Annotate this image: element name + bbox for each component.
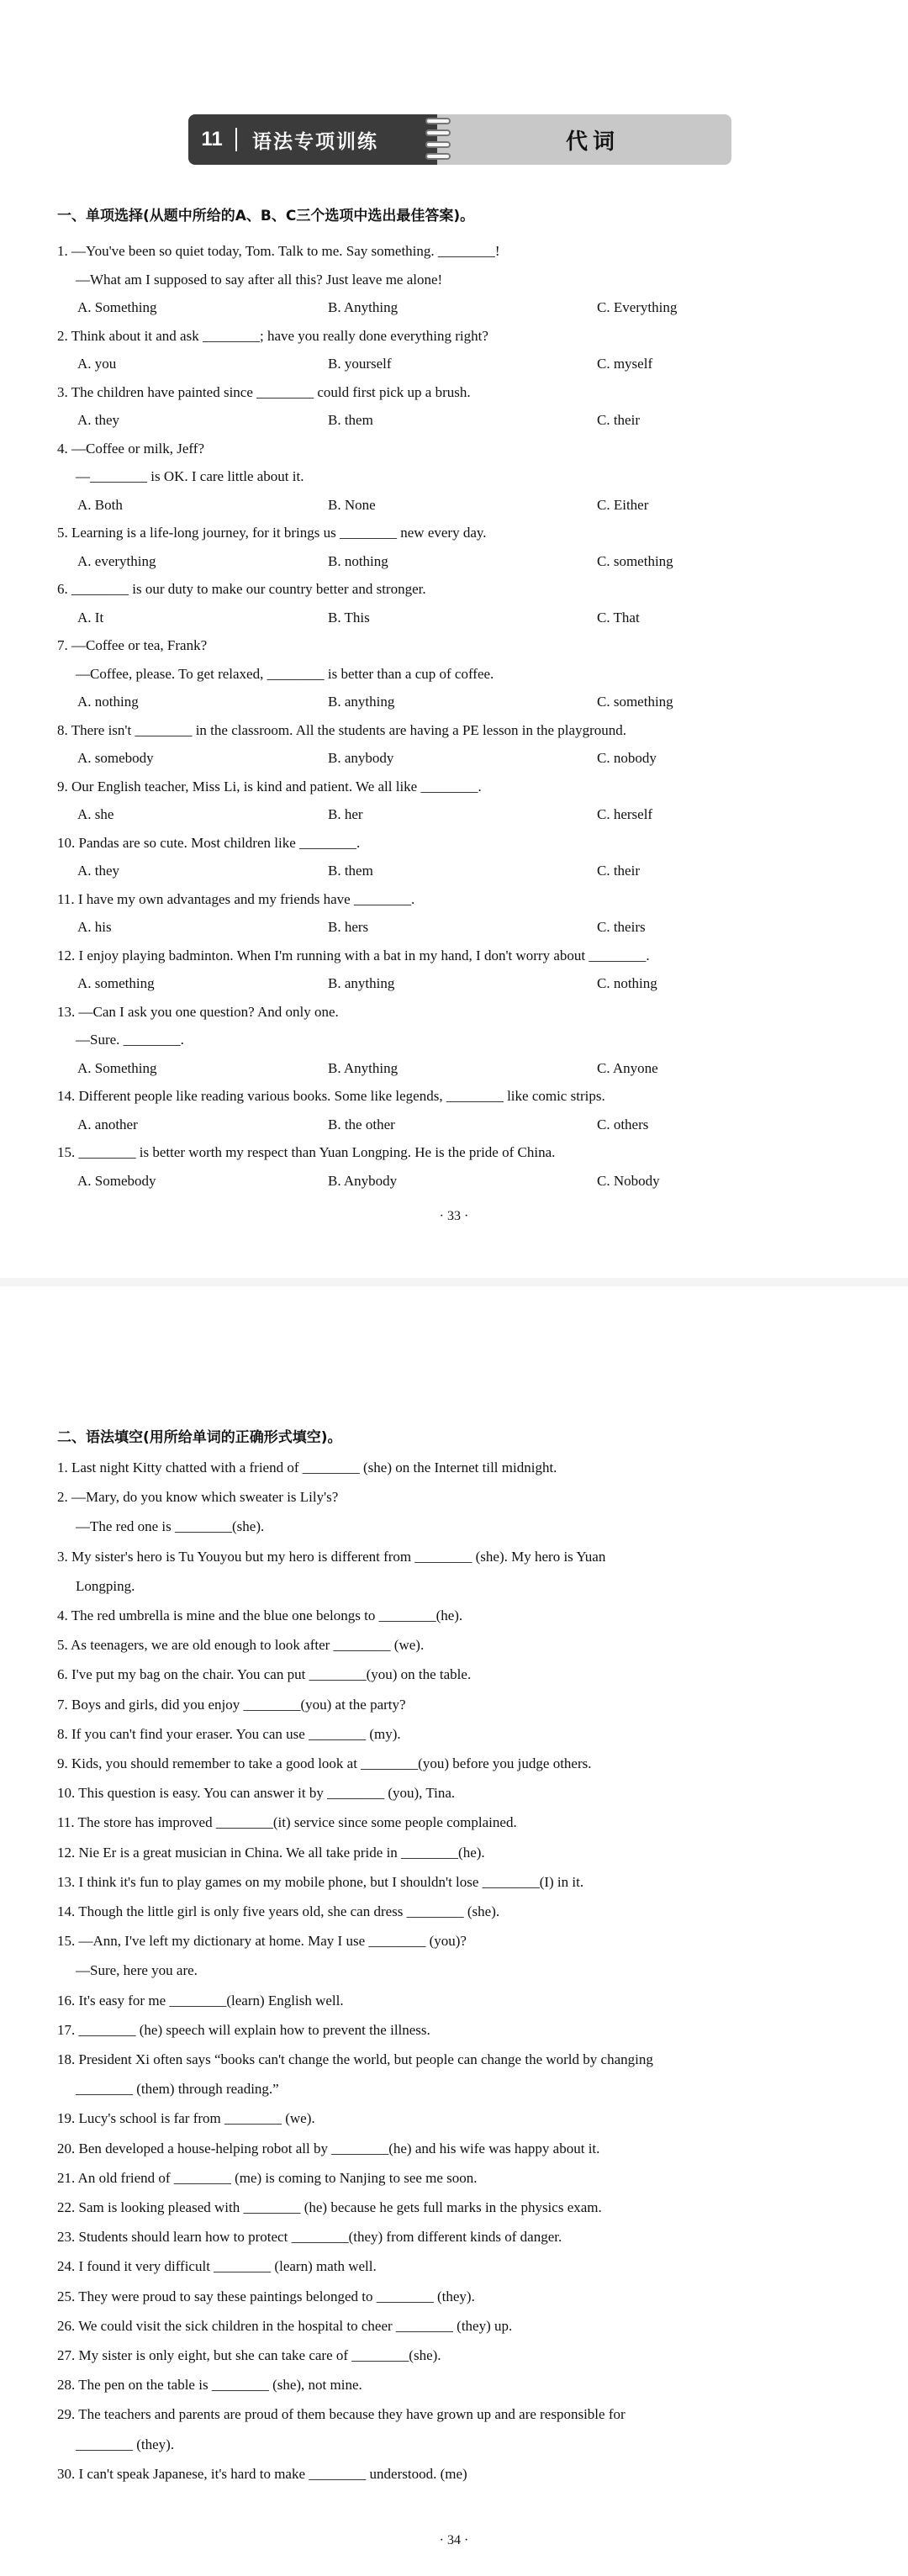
option-c: C. nothing [597,975,657,991]
question-text: 10. Pandas are so cute. Most children like ________. [57,834,361,851]
fill-question-text: 12. Nie Er is a great musician in China. We all take pride in ________(he). [57,1844,485,1861]
question-text: 4. —Coffee or milk, Jeff? [57,440,204,457]
question-text: 1. —You've been so quiet today, Tom. Talk to me. Say something. ________! [57,243,500,259]
option-c: C. something [597,552,673,569]
unit-title: 语法专项训练 [252,130,378,153]
fill-question-text: 4. The red umbrella is mine and the blue one belongs to ________(he). [57,1607,463,1623]
fill-question-text: —Sure, here you are. [76,1962,198,1979]
fill-question-text: 22. Sam is looking pleased with ________ (he) because he gets full marks in the physics exam. [57,2199,602,2215]
option-c: C. others [597,1116,649,1132]
option-c: C. nobody [597,750,657,766]
fill-question-text: 19. Lucy's school is far from ________ (we). [57,2110,315,2127]
option-b: B. Anything [328,299,399,315]
question-text: 5. Learning is a life-long journey, for it brings us ________ new every day. [57,525,487,541]
page-number: · 34 · [439,2533,469,2547]
question-text: 3. The children have painted since ________ could first pick up a brush. [57,383,471,400]
question-text: 11. I have my own advantages and my friends have ________. [57,890,415,907]
option-c: C. their [597,863,640,879]
fill-question-text: 7. Boys and girls, did you enjoy ________(you) at the party? [57,1696,406,1713]
option-b: B. None [328,496,376,513]
fill-question-text: 29. The teachers and parents are proud of them because they have grown up and are responsible for [57,2406,626,2423]
option-a: A. nothing [77,694,139,710]
option-c: C. Anyone [597,1059,658,1076]
section1-title: 一、单项选择(从题中所给的A、B、C三个选项中选出最佳答案)。 [57,208,475,224]
option-a: A. Both [77,496,123,513]
fill-question-text: 10. This question is easy. You can answer it by ________ (you), Tina. [57,1785,456,1802]
question-text: —What am I supposed to say after all this? Just leave me alone! [76,271,443,288]
question-text: —Sure. ________. [76,1032,184,1048]
option-a: A. It [77,609,104,626]
option-a: A. everything [77,552,156,569]
question-text: 15. ________ is better worth my respect than Yuan Longping. He is the pride of China. [57,1144,556,1160]
option-b: B. Anybody [328,1172,398,1189]
question-text: —Coffee, please. To get relaxed, ________ is better than a cup of coffee. [76,665,494,682]
question-text: 13. —Can I ask you one question? And only one. [57,1003,339,1020]
question-text: 9. Our English teacher, Miss Li, is kind and patient. We all like ________. [57,778,482,794]
question-text: —________ is OK. I care little about it. [76,468,304,484]
fill-question-text: 26. We could visit the sick children in the hospital to cheer ________ (they) up. [57,2317,513,2334]
page-gap [0,1278,908,1286]
option-c: C. theirs [597,919,646,935]
fill-question-text: 9. Kids, you should remember to take a good look at ________(you) before you judge others. [57,1755,592,1771]
option-a: A. Somebody [77,1172,156,1189]
fill-question-text: 18. President Xi often says “books can't change the world, but people can change the world by changing [57,2051,653,2067]
section2-title: 二、语法填空(用所给单词的正确形式填空)。 [57,1429,342,1446]
question-text: 2. Think about it and ask ________; have you really done everything right? [57,327,488,344]
option-a: A. you [77,356,117,372]
option-a: A. she [77,806,114,822]
option-c: C. their [597,412,640,428]
option-a: A. somebody [77,750,154,766]
option-b: B. them [328,863,373,879]
option-b: B. them [328,412,373,428]
option-b: B. nothing [328,552,388,569]
fill-question-text: 3. My sister's hero is Tu Youyou but my hero is different from ________ (she). My hero is Yuan [57,1548,606,1565]
option-c: C. Either [597,496,649,513]
fill-question-text: 11. The store has improved ________(it) service since some people complained. [57,1814,517,1831]
fill-question-text: 17. ________ (he) speech will explain how to prevent the illness. [57,2021,430,2038]
option-a: A. his [77,919,112,935]
unit-number: 11 [188,128,237,151]
question-text: 8. There isn't ________ in the classroom. All the students are having a PE lesson in the playground. [57,721,626,738]
fill-question-text: 21. An old friend of ________ (me) is coming to Nanjing to see me soon. [57,2169,478,2186]
topic-title: 代词 [565,129,620,155]
option-a: A. Something [77,1059,157,1076]
question-text: 7. —Coffee or tea, Frank? [57,637,208,653]
option-b: B. anything [328,694,395,710]
fill-question-text: 30. I can't speak Japanese, it's hard to make ________ understood. (me) [57,2465,467,2482]
unit-banner [188,114,731,165]
option-a: A. they [77,412,120,428]
option-a: A. Something [77,299,157,315]
option-c: C. something [597,694,673,710]
fill-question-text: 23. Students should learn how to protect ________(they) from different kinds of danger. [57,2229,562,2246]
fill-question-text: ________ (they). [76,2436,175,2452]
fill-question-text: Longping. [76,1577,135,1594]
option-b: B. Anything [328,1059,399,1076]
fill-question-text: —The red one is ________(she). [76,1518,265,1535]
fill-question-text: 13. I think it's fun to play games on my mobile phone, but I shouldn't lose ________(I) in it. [57,1873,584,1890]
page-number: · 33 · [439,1209,469,1223]
fill-question-text: 5. As teenagers, we are old enough to look after ________ (we). [57,1637,425,1654]
option-c: C. Nobody [597,1172,660,1189]
question-text: 12. I enjoy playing badminton. When I'm running with a bat in my hand, I don't worry about ________. [57,947,650,963]
fill-question-text: 15. —Ann, I've left my dictionary at home. May I use ________ (you)? [57,1933,467,1950]
question-text: 6. ________ is our duty to make our country better and stronger. [57,581,426,597]
option-c: C. Everything [597,299,678,315]
option-b: B. the other [328,1116,395,1132]
fill-question-text: 16. It's easy for me ________(learn) English well. [57,1992,344,2009]
fill-question-text: 2. —Mary, do you know which sweater is Lily's? [57,1489,339,1506]
fill-question-text: 8. If you can't find your eraser. You can use ________ (my). [57,1725,401,1742]
option-c: C. myself [597,356,653,372]
option-c: C. That [597,609,640,626]
question-text: 14. Different people like reading various books. Some like legends, ________ like comic strips. [57,1088,605,1104]
option-b: B. hers [328,919,369,935]
fill-question-text: 25. They were proud to say these paintings belonged to ________ (they). [57,2288,475,2304]
fill-question-text: ________ (them) through reading.” [76,2081,279,2098]
option-a: A. another [77,1116,138,1132]
worksheet-page-34 [0,1286,908,2576]
option-b: B. her [328,806,363,822]
option-b: B. anything [328,975,395,991]
fill-question-text: 6. I've put my bag on the chair. You can put ________(you) on the table. [57,1666,472,1683]
option-c: C. herself [597,806,653,822]
fill-question-text: 24. I found it very difficult ________ (learn) math well. [57,2258,377,2275]
fill-question-text: 27. My sister is only eight, but she can take care of ________(she). [57,2347,441,2363]
fill-question-text: 20. Ben developed a house-helping robot all by ________(he) and his wife was happy about it. [57,2140,600,2156]
binder-rings-icon [425,118,451,161]
fill-question-text: 14. Though the little girl is only five years old, she can dress ________ (she). [57,1903,500,1919]
fill-question-text: 28. The pen on the table is ________ (she), not mine. [57,2377,362,2394]
worksheet-page-33 [0,0,908,1278]
option-a: A. they [77,863,120,879]
option-b: B. yourself [328,356,392,372]
fill-question-text: 1. Last night Kitty chatted with a friend of ________ (she) on the Internet till midnight. [57,1460,557,1475]
option-b: B. anybody [328,750,394,766]
option-b: B. This [328,609,370,626]
option-a: A. something [77,975,155,991]
